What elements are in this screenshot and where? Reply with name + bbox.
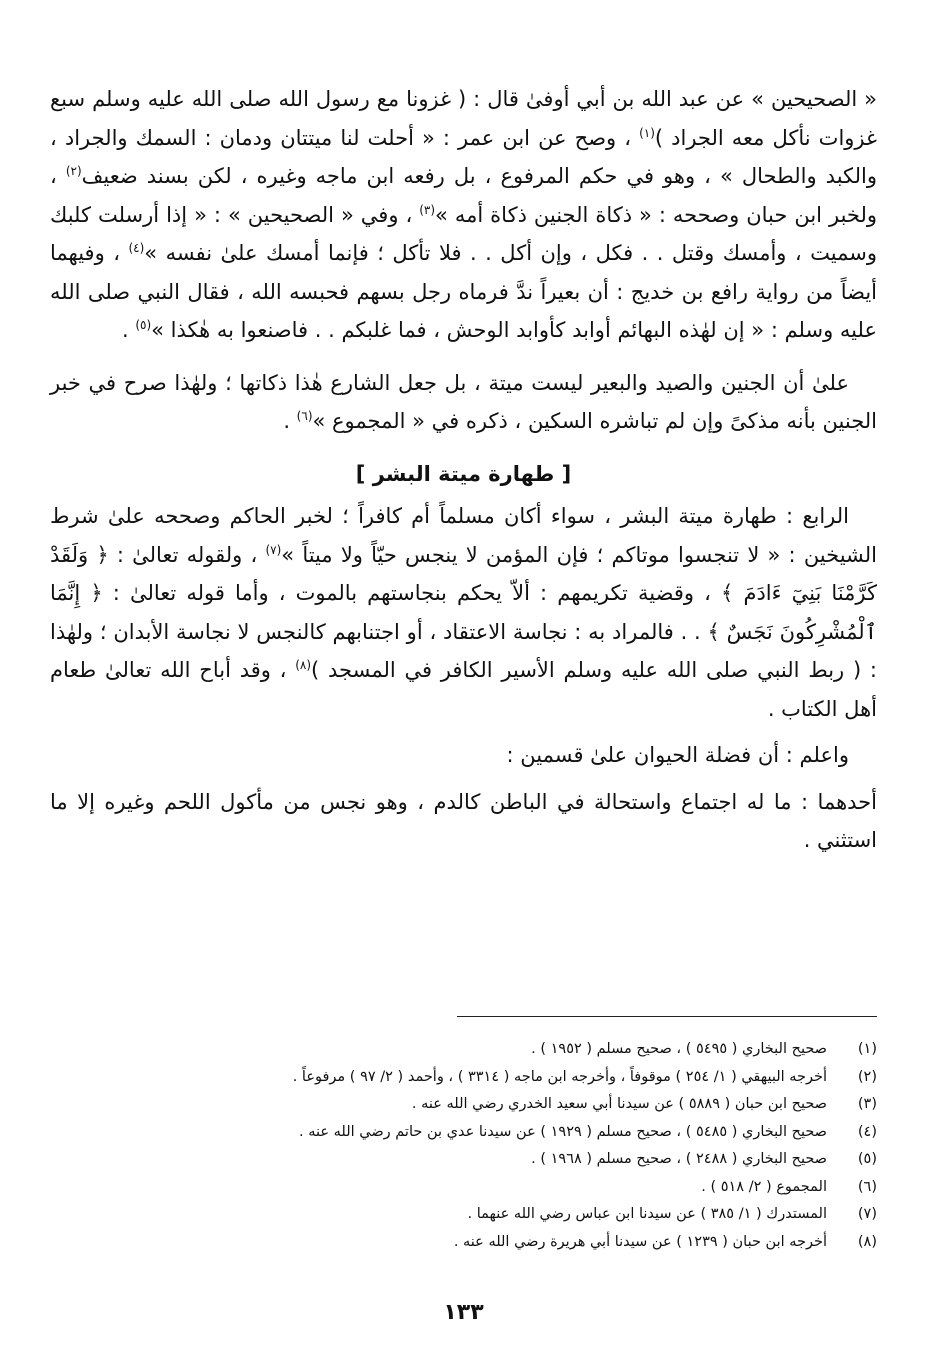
footnote-text: صحيح ابن حبان ( ٥٨٨٩ ) عن سيدنا أبي سعيد الخدري رضي الله عنه . bbox=[411, 1096, 827, 1112]
footnotes bbox=[50, 1036, 877, 1256]
footnote-ref: (٦) bbox=[296, 409, 313, 423]
footnote-item bbox=[50, 1229, 877, 1257]
footnote-number: (١) bbox=[857, 1041, 877, 1057]
section-heading: [ طهارة ميتة البشر ] bbox=[355, 461, 572, 486]
footnote-number: (٢) bbox=[857, 1068, 877, 1085]
footnote-item bbox=[50, 1146, 877, 1174]
footnote-divider bbox=[457, 1016, 877, 1017]
paragraph-text: ، وفي « الصحيحين » : « إذا أرسلت كلبك وسميت ، وأمسك وقتل . . فكل ، وإن أكل . . فلا تأكل ؛ فإنما أمسك علىٰ نفسه » bbox=[50, 202, 877, 265]
footnote-ref: (٣) bbox=[419, 202, 436, 217]
footnote-number: (٨) bbox=[857, 1233, 877, 1250]
footnote-number: (٣) bbox=[857, 1096, 877, 1112]
paragraph-text: ، وقد أباح الله تعالىٰ طعام أهل الكتاب . bbox=[50, 658, 877, 721]
paragraph-text: الرابع : طهارة ميتة البشر ، سواء أكان مسلماً أم كافراً ؛ لخبر الحاكم وصححه علىٰ شرط الشيخين : « لا تنجسوا موتاكم ؛ فإن المؤمن لا ينجس حيّاً ولا ميتاً » bbox=[50, 504, 877, 567]
footnote-number: (٤) bbox=[857, 1123, 877, 1140]
footnote-number: (٧) bbox=[857, 1206, 877, 1222]
footnote-ref: (٧) bbox=[265, 542, 282, 557]
footnote-ref: (٢) bbox=[65, 164, 82, 178]
paragraph-text: . bbox=[283, 409, 297, 433]
paragraph-text: ، وصح عن ابن عمر : « أحلت لنا ميتتان ودمان : السمك والجراد ، والكبد والطحال » ، وهو في حكم المرفوع ، بل رفعه ابن ماجه وغيره ، لكن بسند ضعيف bbox=[50, 125, 878, 188]
paragraph-text: ، وفيهما أيضاً من رواية رافع بن خديج : أن بعيراً ندَّ فرماه رجل بسهم فحبسه الله ، فقال النبي صلى الله عليه وسلم : « إن لهٰذه البهائم أوابد كأوابد الوحش ، فما غلبكم . . فاصنعوا به هٰكذا » bbox=[50, 241, 877, 342]
footnote-item bbox=[50, 1091, 877, 1119]
paragraph-text: « الصحيحين » عن عبد الله بن أبي أوفىٰ قال : ( غزونا مع رسول الله صلى الله عليه وسلم سبع غزوات نأكل معه الجراد ) bbox=[50, 87, 877, 150]
footnote-text: صحيح البخاري ( ٥٤٩٥ ) ، صحيح مسلم ( ١٩٥٢ ) . bbox=[531, 1041, 827, 1057]
footnote-item bbox=[50, 1119, 877, 1147]
footnote-item bbox=[50, 1174, 877, 1202]
footnote-ref: (١) bbox=[639, 125, 655, 140]
footnote-number: (٥) bbox=[857, 1151, 877, 1167]
footnote-text: صحيح البخاري ( ٢٤٨٨ ) ، صحيح مسلم ( ١٩٦٨ ) . bbox=[531, 1151, 827, 1167]
paragraph-text: علىٰ أن الجنين والصيد والبعير ليست ميتة ، بل جعل الشارع هٰذا ذكاتها ؛ ولهٰذا صرح في خبر الجنين بأنه مذكىً وإن لم تباشره السكين ، ذكره في « المجموع » bbox=[50, 370, 877, 433]
footnote-ref: (٥) bbox=[135, 318, 152, 332]
paragraph-text: . bbox=[121, 318, 136, 342]
footnote-number: (٦) bbox=[857, 1178, 877, 1195]
footnote-item bbox=[50, 1036, 877, 1064]
footnote-ref: (٤) bbox=[128, 241, 145, 255]
footnote-text: صحيح البخاري ( ٥٤٨٥ ) ، صحيح مسلم ( ١٩٢٩ ) عن سيدنا عدي بن حاتم رضي الله عنه . bbox=[299, 1123, 827, 1140]
page-body bbox=[50, 80, 877, 860]
footnote-text: أخرجه البيهقي ( ١/ ٢٥٤ ) موقوفاً ، وأخرجه ابن ماجه ( ٣٣١٤ ) ، وأحمد ( ٢/ ٩٧ ) مرفوعاً . bbox=[292, 1068, 827, 1085]
footnote-text: أخرجه ابن حبان ( ١٢٣٩ ) عن سيدنا أبي هريرة رضي الله عنه . bbox=[453, 1233, 827, 1250]
footnote-ref: (٨) bbox=[295, 658, 312, 672]
page-number: ١٣٣ bbox=[443, 1300, 484, 1325]
paragraph-1 bbox=[50, 80, 877, 350]
paragraph-3 bbox=[50, 497, 877, 728]
footnote-text: المستدرك ( ١/ ٣٨٥ ) عن سيدنا ابن عباس رضي الله عنهما . bbox=[467, 1206, 827, 1222]
paragraph-text: ، ولخبر ابن حبان وصححه : « ذكاة الجنين ذكاة أمه » bbox=[50, 164, 878, 227]
paragraph-5: أحدهما : ما له اجتماع واستحالة في الباطن كالدم ، وهو نجس من مأكول اللحم وغيره إلا ما استثني . bbox=[50, 789, 877, 852]
footnote-item bbox=[50, 1064, 877, 1092]
footnote-text: المجموع ( ٢/ ٥١٨ ) . bbox=[701, 1178, 827, 1195]
footnote-item bbox=[50, 1201, 877, 1229]
paragraph-2 bbox=[50, 364, 877, 441]
paragraph-4: واعلم : أن فضلة الحيوان علىٰ قسمين : bbox=[506, 743, 849, 767]
paragraph-text: ، ولقوله تعالىٰ : ﴿ وَلَقَدْ كَرَّمْنَا بَنِيٓ ءَادَمَ ﴾ ، وقضية تكريمهم : ألاّ يحكم بنجاستهم بالموت ، وأما قوله تعالىٰ : ﴿ إِنَّمَا ٱلْمُشْرِكُونَ نَجَسٌ ﴾ . . فالمراد به : نجاسة الاعتقاد ، أو اجتنابهم كالنجس لا نجاسة الأبدان ؛ ولهٰذا : ( ربط النبي صلى الله عليه وسلم الأسير الكافر في المسجد ) bbox=[50, 542, 877, 682]
